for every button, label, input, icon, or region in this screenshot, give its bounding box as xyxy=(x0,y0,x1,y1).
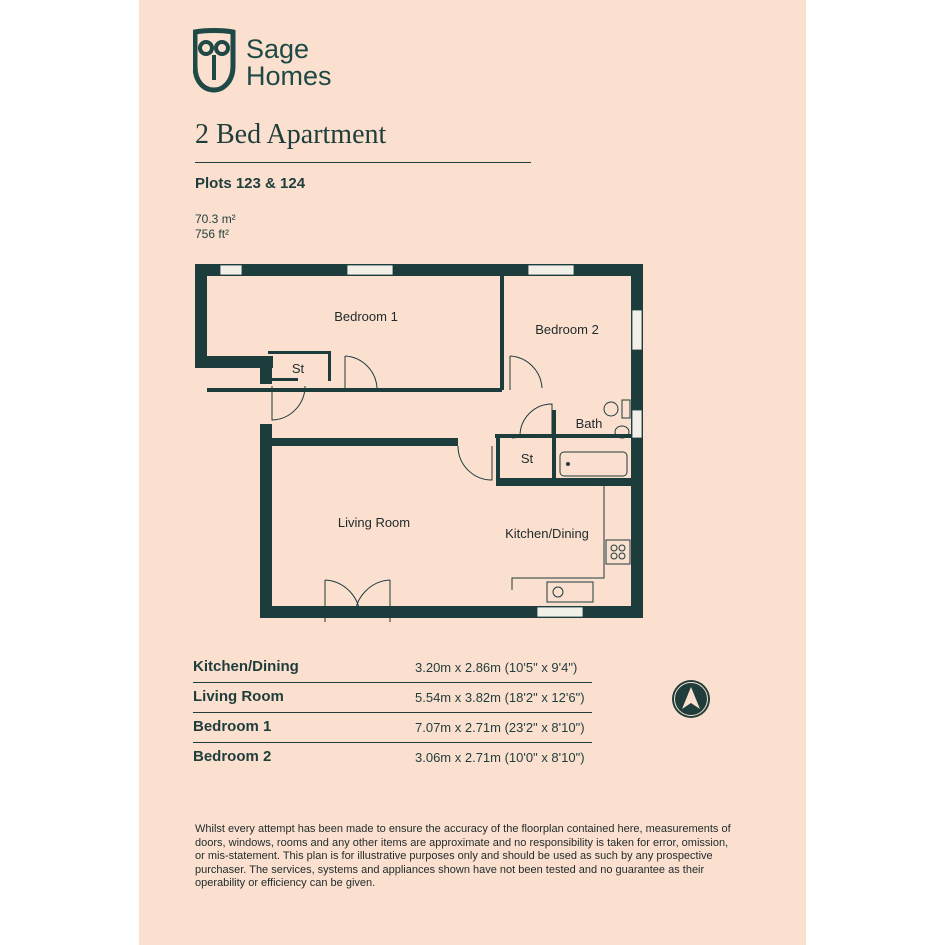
north-arrow-icon xyxy=(671,679,711,719)
area-sqft: 756 ft² xyxy=(195,227,230,241)
table-row xyxy=(193,713,592,743)
brand-name xyxy=(246,36,332,90)
brand-line-1: Sage xyxy=(246,34,310,64)
label-bedroom-1: Bedroom 1 xyxy=(334,309,398,324)
room-size: 5.54m x 3.82m (18'2" x 12'6") xyxy=(415,690,585,705)
room-name: Bedroom 2 xyxy=(193,748,272,765)
room-name: Kitchen/Dining xyxy=(193,658,299,675)
page-title: 2 Bed Apartment xyxy=(195,119,387,150)
title-divider xyxy=(195,162,531,163)
floor-plan-walls xyxy=(195,264,643,618)
label-store-1: St xyxy=(291,361,305,376)
label-bath: Bath xyxy=(575,416,603,431)
room-dimensions-table xyxy=(193,653,592,772)
label-bedroom-2: Bedroom 2 xyxy=(535,322,599,337)
area-summary xyxy=(195,212,236,242)
area-sqm: 70.3 m² xyxy=(195,212,236,226)
floor-plan-fixtures xyxy=(512,400,630,602)
table-row xyxy=(193,743,592,772)
label-living-room: Living Room xyxy=(337,515,411,530)
table-row xyxy=(193,653,592,683)
floor-plan xyxy=(190,260,650,630)
room-size: 3.06m x 2.71m (10'0" x 8'10") xyxy=(415,750,585,765)
room-name: Bedroom 1 xyxy=(193,718,272,735)
room-name: Living Room xyxy=(193,688,284,705)
room-size: 3.20m x 2.86m (10'5" x 9'4") xyxy=(415,660,578,675)
brand-line-2: Homes xyxy=(246,61,332,91)
label-kitchen-dining: Kitchen/Dining xyxy=(505,526,589,541)
label-store-2: St xyxy=(520,451,534,466)
plots-label: Plots 123 & 124 xyxy=(195,175,306,192)
floor-plan-doors xyxy=(272,356,552,622)
table-row xyxy=(193,683,592,713)
room-size: 7.07m x 2.71m (23'2" x 8'10") xyxy=(415,720,585,735)
disclaimer-text: Whilst every attempt has been made to ensure the accuracy of the floorplan contained here, measurements of doors, windows, rooms and any other items are approximate and no responsibility is taken for error, omission, or mis-statement. This plan is for illustrative purposes only and should be used as such by any prospective purchaser. The services, systems and appliances shown have not been tested and no guarantee as their operability or efficiency can be given. xyxy=(195,823,731,890)
